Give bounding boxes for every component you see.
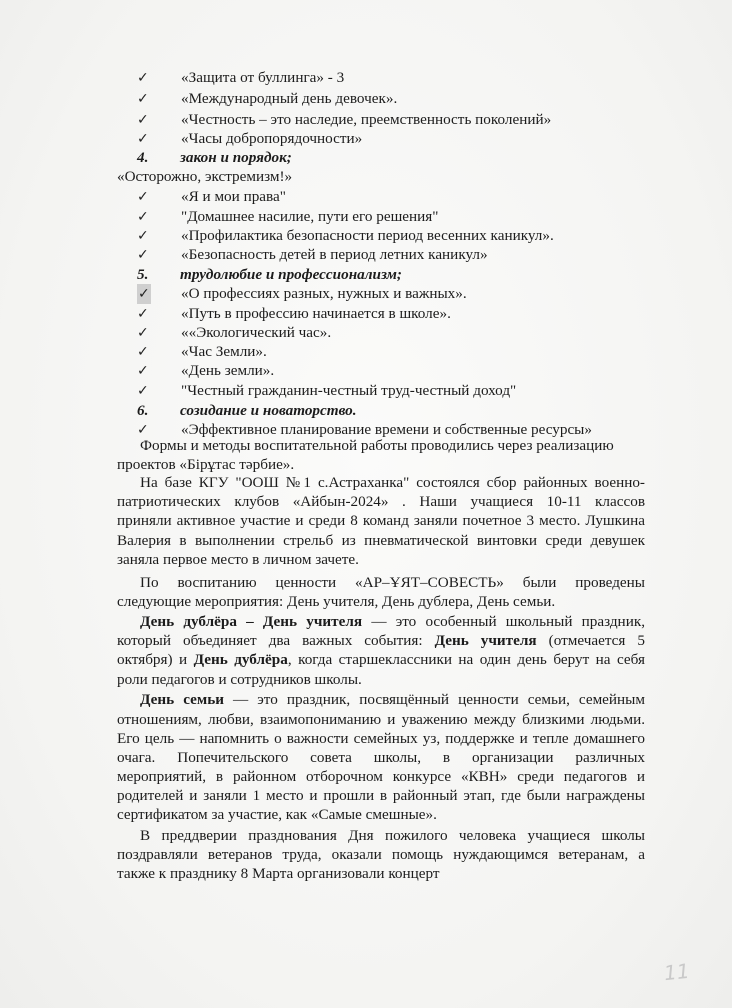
checkmark-icon: ✓ <box>137 306 149 322</box>
checkmark-icon: ✓ <box>137 112 149 128</box>
list-item-text: «Я и мои права" <box>181 188 286 205</box>
section-title: закон и порядок; <box>180 149 292 166</box>
paragraph-line: Его цель — напомнить о важности семейных уз, поддержке и тепле домашнего <box>117 730 645 747</box>
section-title: трудолюбие и профессионализм; <box>180 266 402 283</box>
section-number: 5. <box>137 266 149 283</box>
list-item-text: «Безопасность детей в период летних каникул» <box>181 246 488 263</box>
paragraph-line: роли педагогов и сотрудников школы. <box>117 671 362 688</box>
checkmark-icon: ✓ <box>137 247 149 263</box>
list-item-text: «О профессиях разных, нужных и важных». <box>181 285 467 302</box>
list-item-text: «Эффективное планирование времени и собственные ресурсы» <box>181 421 592 438</box>
page-number: 11 <box>662 958 691 986</box>
checkmark-icon: ✓ <box>137 228 149 244</box>
checkmark-icon: ✓ <box>137 344 149 360</box>
paragraph-line: очага. Попечительского совета школы, в организации различных <box>117 749 645 766</box>
paragraph-line: поздравляли ветеранов труда, оказали помощь нуждающимся ветеранам, а <box>117 846 645 863</box>
paragraph-line: По воспитанию ценности «АР–ҰЯТ–СОВЕСТЬ» были проведены <box>140 574 645 591</box>
list-item-text: «Час Земли». <box>181 343 267 360</box>
paragraph-line: патриотических клубов «Айбын-2024» . Наши учащиеся 10-11 классов <box>117 493 645 510</box>
paragraph-line: проектов «Бірұтас тәрбие». <box>117 456 295 473</box>
list-item-text: «Международный день девочек». <box>181 90 398 107</box>
text-run: — это особенный школьный праздник, <box>362 613 645 630</box>
list-item-text: "Честный гражданин-честный труд-честный доход" <box>181 382 517 399</box>
section-number: 6. <box>137 402 149 419</box>
checkmark-icon: ✓ <box>137 189 149 205</box>
text-run: октября) и <box>117 651 194 668</box>
text-run: — это праздник, посвящённый ценности семьи, семейным <box>224 691 645 708</box>
paragraph-line: Валерия в выполнении стрельб из пневматической винтовки среди девушек <box>117 532 645 549</box>
section-lead: «Осторожно, экстремизм!» <box>117 168 293 185</box>
list-item-text: «Честность – это наследие, преемственность поколений» <box>181 111 552 128</box>
paragraph-line: сертификатом за участие, как «Самые смешные». <box>117 806 437 823</box>
section-number: 4. <box>137 149 149 166</box>
paragraph-line: В преддверии празднования Дня пожилого человека учащиеся школы <box>140 827 645 844</box>
list-item-text: «Профилактика безопасности период весенних каникул». <box>181 227 554 244</box>
checkmark-icon: ✓ <box>137 363 149 379</box>
list-item-text: «Часы добропорядочности» <box>181 130 363 147</box>
paragraph-line: Формы и методы воспитательной работы проводились через реализацию <box>140 437 614 454</box>
checkmark-icon: ✓ <box>137 70 149 86</box>
list-item-text: "Домашнее насилие, пути его решения" <box>181 208 439 225</box>
paragraph-line: также к празднику 8 Марта организовали концерт <box>117 865 440 882</box>
paragraph-line: заняла первое место в личном зачете. <box>117 551 359 568</box>
checkmark-icon: ✓ <box>137 209 149 225</box>
text-run: , когда старшеклассники на один день берут на себя <box>287 651 645 668</box>
checkmark-icon: ✓ <box>138 286 150 302</box>
checkmark-icon: ✓ <box>137 383 149 399</box>
paragraph-line: мероприятий, в районном отборочном конкурсе «КВН» среди педагогов и <box>117 768 645 785</box>
paragraph-line <box>140 612 645 632</box>
list-item-text: «Путь в профессию начинается в школе». <box>181 305 451 322</box>
section-title: созидание и новаторство. <box>180 402 357 419</box>
checkmark-icon: ✓ <box>137 325 149 341</box>
list-item-text: ««Экологический час». <box>181 324 332 341</box>
paragraph-line <box>140 690 645 710</box>
checkmark-icon: ✓ <box>137 131 149 147</box>
list-item-text: «Защита от буллинга» - 3 <box>181 69 345 86</box>
checkmark-icon: ✓ <box>137 91 149 107</box>
bold-term: День дублёра <box>193 651 288 668</box>
bold-term: День учителя <box>434 632 537 649</box>
paragraph-line: родителей и заняли 1 место и прошли в районный этап, где были награждены <box>117 787 645 804</box>
text-run: (отмечается 5 <box>536 632 645 649</box>
paragraph-line: На базе КГУ "ООШ №1 с.Астраханка" состоялся сбор районных военно- <box>140 474 645 491</box>
bold-term: День дублёра – День учителя <box>140 613 363 630</box>
paragraph-line: отношениям, любви, взаимопониманию и уважению между близкими людьми. <box>117 711 645 728</box>
checkmark-icon: ✓ <box>137 422 149 438</box>
paragraph-line: приняли активное участие и среди 8 команд заняли почетное 3 место. Лушкина <box>117 512 645 529</box>
paragraph-line <box>117 650 645 670</box>
paragraph-line: следующие мероприятия: День учителя, День дублера, День семьи. <box>117 593 556 610</box>
list-item-text: «День земли». <box>181 362 275 379</box>
bold-term: День семьи <box>140 691 224 708</box>
text-run: который объединяет два важных события: <box>117 632 435 649</box>
paragraph-line <box>117 631 645 651</box>
